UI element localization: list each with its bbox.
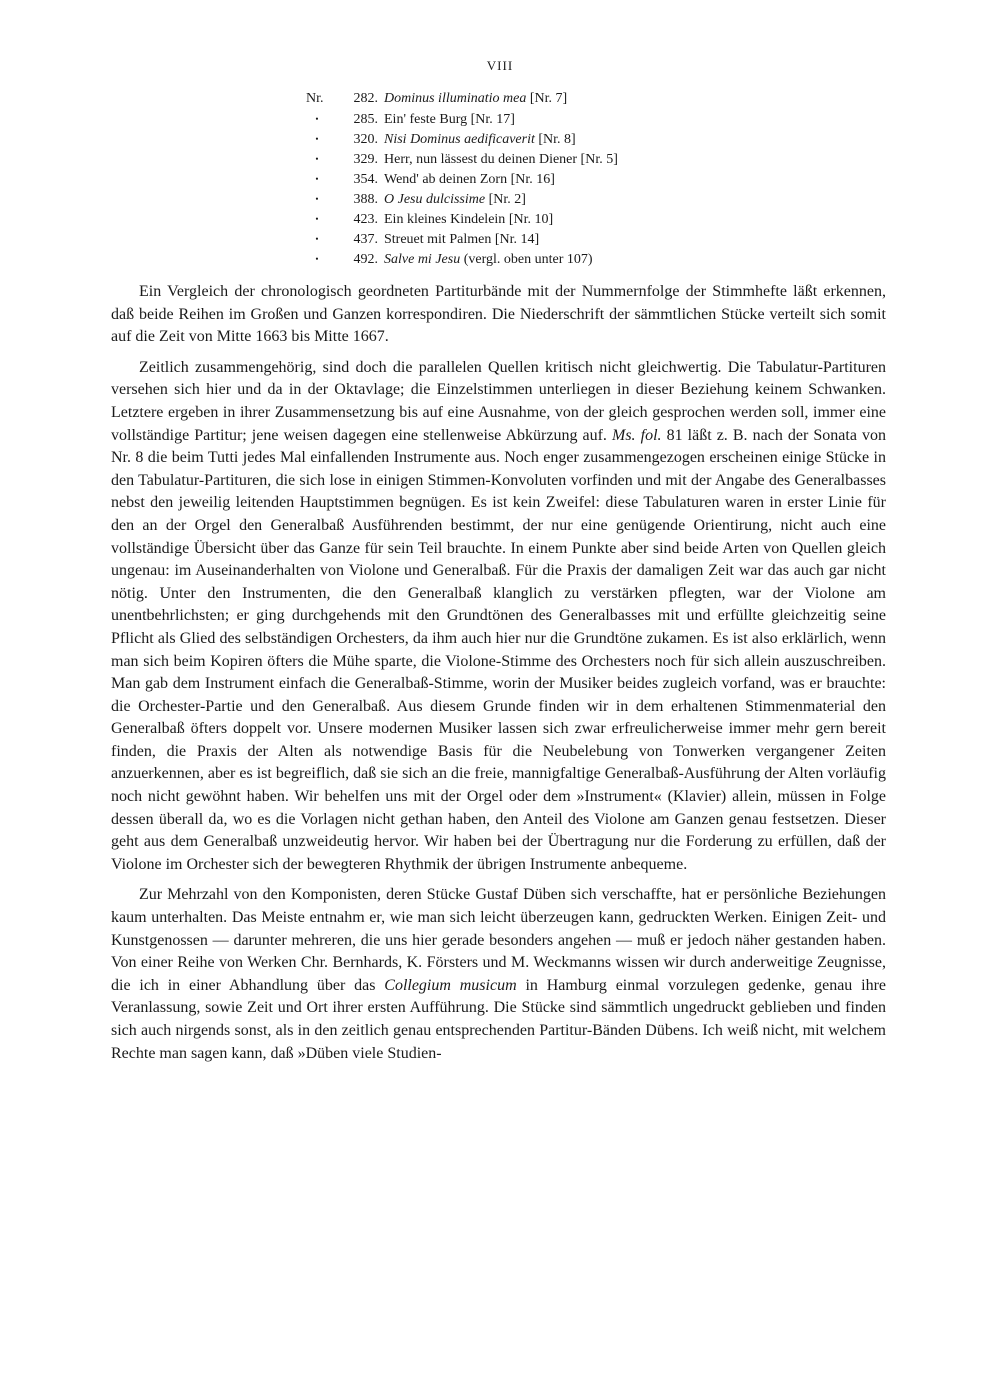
index-entry-title: O Jesu dulcissime [384, 192, 486, 207]
index-entry-title: Wend' ab deinen Zorn [384, 172, 508, 187]
paragraph-2-text-a: Zeitlich zusammengehörig, sind doch die parallelen Quellen kritisch nicht gleichwertig. Die Tabulatur-Partituren versehen sich hier und da in der Oktavlage; die Einzelstimmen unterliegen in dieser Beziehung keinem Schwanken. Letztere ergeben in ihrer Zusammensetzung bis auf eine Ausnahme, von der gleich gesprochen werden soll, immer eine vollständige Partitur; jene weisen dagegen eine stellenweise Abkürzung auf. [111, 358, 886, 444]
index-entry [306, 189, 618, 209]
index-entry-title: Herr, nun lässest du deinen Diener [384, 152, 578, 167]
index-entry-title: Nisi Dominus aedificaverit [384, 132, 535, 147]
index-entry-prefix: Nr. [306, 91, 324, 106]
index-entry [306, 89, 618, 109]
index-entry-reference: [Nr. 7] [526, 91, 568, 106]
paragraph-3-text-b: in Hamburg einmal vorzulegen gedenke, genau ihre Veranlassung, sowie Zeit und Ort ihrer ersten Aufführung. Die Stücke sind sämmtlich ungedruckt geblieben und finden sich auch nirgends sonst, als in den zeitlich genau entsprechenden Partitur-Bänden Dübens. Ich weiß nicht, mit welchem Rechte man sagen kann, daß »Düben viele Studien- [111, 976, 886, 1062]
index-entry-prefix: • [315, 174, 319, 184]
index-entry-reference: [Nr. 17] [467, 112, 515, 127]
paragraph-2 [111, 357, 886, 877]
index-entry [306, 229, 618, 249]
index-entry-number: 423. [353, 212, 378, 227]
index-entry-prefix: • [315, 214, 319, 224]
body-text [111, 281, 886, 1073]
index-entry [306, 149, 618, 169]
paragraph-2-text-b: 81 läßt z. B. nach der Sonata von Nr. 8 die beim Tutti jedes Mal einfallenden Instrumente aus. Noch enger zusammengezogen erscheinen einige Stücke in den Tabulatur-Partituren, die sich lose in einigen Stimmen-Konvoluten vorfinden und mit der Angabe des Generalbasses nebst den jeweilig leitenden Hauptstimmen begnügen. Es ist kein Zweifel: diese Tabulaturen waren in erster Linie für den an der Orgel den Generalbaß Ausführenden bestimmt, der nur eine genügende Orientirung, nicht auch eine vollständige Übersicht über das Ganze für sein Teil brauchte. In einem Punkte aber sind beide Arten von Quellen gleich ungenau: im Auseinanderhalten von Violone und Generalbaß. Für die Praxis der damaligen Zeit war das auch gar nicht nötig. Unter den Instrumenten, die den Generalbaß klanglich zu verstärken pflegten, war der Violone am unentbehrlichsten; er ging durchgehends mit den Grundtönen des Generalbasses mit und erfüllte gleichzeitig seine Pflicht als Glied des selbständigen Orchesters, da ihm auch hier nur die Grundtöne zukamen. Es ist also erklärlich, wenn man sich beim Kopiren öfters die Mühe sparte, die Violone-Stimme des Orchesters noch für sich allein auszuschreiben. Man gab dem Instrument einfach die Generalbaß-Stimme, worin der Musiker beides zugleich vorfand, was er brauchte: die Orchester-Partie und den Generalbaß. Aus diesem Grunde finden wir in dem erhaltenen Stimmenmaterial den Generalbaß öfters doppelt vor. Unsere modernen Musiker lassen sich zwar erfreulicherweise immer mehr gern bereit finden, die Praxis der Alten als notwendige Basis für die Neubelebung von Tonwerken vergangener Zeiten anzuerkennen, aber es ist begreiflich, daß sie sich an die freie, mannigfaltige Generalbaß-Ausführung der Alten vorläufig noch nicht gewöhnt haben. Wir behelfen uns mit der Orgel oder dem »Instrument« (Klavier) allein, müssen in Folge dessen überall da, wo es die Vorlagen nicht gethan haben, den Anteil des Violone am Ganzen genau festsetzen. Dieser geht aus dem Generalbaß unzweideutig hervor. Wir haben bei der Übertragung nur die Forderung zu erfüllen, daß der Violone im Orchester sich der bewegteren Rhythmik der übrigen Instrumente anbequeme. [111, 426, 886, 873]
index-entry-number: 285. [353, 112, 378, 127]
index-entry-reference: (vergl. oben unter 107) [460, 252, 593, 267]
index-entry-prefix: • [315, 234, 319, 244]
index-entry-title: Ein' feste Burg [384, 112, 468, 127]
index-entry-title: Ein kleines Kindelein [384, 212, 506, 227]
index-entry-reference: [Nr. 14] [491, 232, 540, 247]
index-entry-title: Salve mi Jesu [384, 252, 461, 267]
index-list [306, 89, 618, 269]
index-entry-number: 282. [353, 91, 378, 106]
index-entry-number: 492. [353, 252, 378, 267]
index-entry-prefix: • [315, 114, 319, 124]
paragraph-1: Ein Vergleich der chronologisch geordneten Partiturbände mit der Nummernfolge der Stimmhefte läßt erkennen, daß beide Reihen im Großen und Ganzen korrespondiren. Die Niederschrift der sämmtlichen Stücke verteilt sich somit auf die Zeit von Mitte 1663 bis Mitte 1667. [111, 283, 886, 346]
index-entry-prefix: • [315, 134, 319, 144]
paragraph-3-text-a: Zur Mehrzahl von den Komponisten, deren Stücke Gustaf Düben sich verschaffte, hat er persönliche Beziehungen kaum unterhalten. Das Meiste entnahm er, wie man sich leicht überzeugen kann, gedruckten Werken. Einigen Zeit- und Kunstgenossen — darunter mehreren, die uns hier gerade besonders angehen — muß er jedoch näher gestanden haben. Von einer Reihe von Werken Chr. Bernhards, K. Försters und M. Weckmanns wissen wir durch anderweitige Zeugnisse, die ich in einer Abhandlung über das [111, 886, 886, 994]
index-entry [306, 129, 618, 149]
index-entry [306, 209, 618, 229]
index-entry-number: 354. [353, 172, 378, 187]
index-entry [306, 109, 618, 129]
index-entry-reference: [Nr. 2] [485, 192, 526, 207]
index-entry-reference: [Nr. 5] [577, 152, 618, 167]
paragraph-3 [111, 884, 886, 1065]
collegium-musicum-title: Collegium musicum [384, 976, 517, 994]
index-entry-title: Streuet mit Palmen [384, 232, 492, 247]
index-entry-reference: [Nr. 16] [507, 172, 555, 187]
index-entry [306, 169, 618, 189]
index-entry-number: 329. [353, 152, 378, 167]
index-entry-reference: [Nr. 10] [505, 212, 554, 227]
index-entry-title: Dominus illuminatio mea [384, 91, 527, 106]
index-entry-number: 388. [353, 192, 378, 207]
manuscript-reference: Ms. fol. [612, 426, 662, 444]
index-entry-prefix: • [315, 194, 319, 204]
index-entry [306, 249, 618, 269]
index-entry-number: 437. [353, 232, 378, 247]
page-number: VIII [486, 58, 514, 73]
index-entry-prefix: • [315, 154, 319, 164]
index-entry-prefix: • [315, 254, 319, 264]
index-entry-number: 320. [353, 132, 378, 147]
index-entry-reference: [Nr. 8] [534, 132, 576, 147]
